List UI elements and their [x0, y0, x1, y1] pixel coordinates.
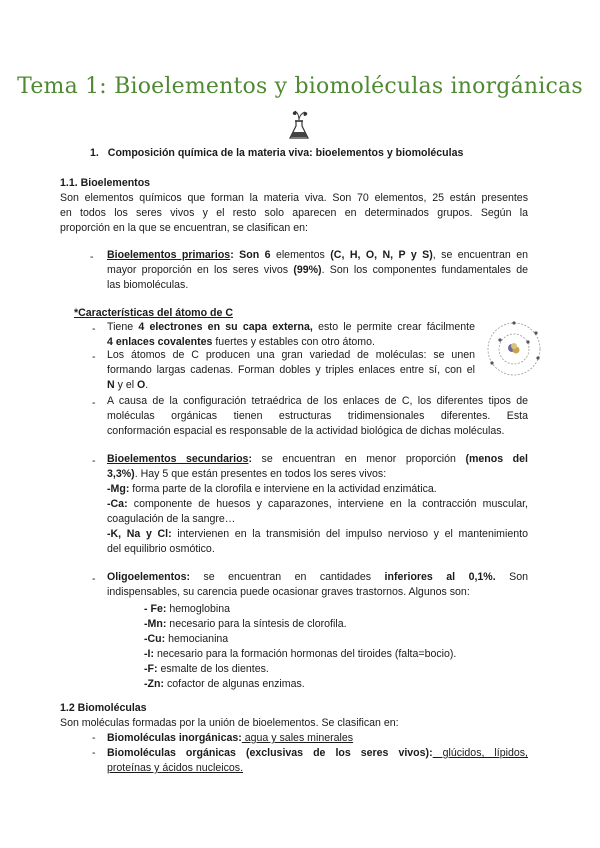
primarios-item	[107, 248, 528, 293]
carbon-heading: *Características del átomo de C	[74, 307, 233, 319]
list-dash: -	[92, 747, 96, 759]
intro-line: Son elementos químicos que forman la materia viva. Son 70 elementos, 25 están presentes	[60, 192, 528, 204]
secundarios-line: -Mg: forma parte de la clorofila e interviene en la actividad enzimática.	[107, 483, 437, 495]
flask-plant-icon	[288, 108, 310, 142]
biomoleculas-intro: Son moléculas formadas por la unión de bioelementos. Se clasifican en:	[60, 717, 399, 729]
carbon-line: Los átomos de C producen una gran variedad de moléculas: se unen	[107, 349, 475, 361]
subsection-1-1-heading: 1.1. Bioelementos	[60, 177, 151, 189]
list-dash: -	[92, 573, 96, 585]
intro-line: proporción en la que se encuentran, se clasifican en:	[60, 222, 308, 234]
organicas-line: proteínas y ácidos nucleicos.	[107, 762, 244, 774]
oligo-item	[107, 570, 528, 600]
list-dash: -	[92, 323, 96, 335]
primarios-label: Bioelementos primarios	[107, 249, 231, 261]
inorganicas-item: Biomoléculas inorgánicas: agua y sales minerales	[107, 732, 354, 744]
secundarios-line: coagulación de la sangre…	[107, 513, 236, 525]
carbon-line: A causa de la configuración tetraédrica de los enlaces de C, los diferentes tipos de	[107, 395, 528, 407]
carbon-line: moléculas orgánicas tienen estructuras tridimensionales diferentes. Esta	[107, 410, 528, 422]
secundarios-line: 3,3%). Hay 5 que están presentes en todos los seres vivos:	[107, 468, 387, 480]
primarios-line: Bioelementos primarios: Son 6 elementos (C, H, O, N, P y S), se encuentran en	[107, 249, 528, 261]
carbon-line: formando largas cadenas. Forman dobles y triples enlaces entre sí, con el	[107, 364, 475, 376]
primarios-line: las biomoléculas.	[107, 279, 189, 291]
carbon-line: N y el O.	[107, 379, 149, 391]
secundarios-item	[107, 452, 528, 557]
carbon-line: Tiene 4 electrones en su capa externa, esto le permite crear fácilmente	[107, 321, 475, 333]
carbon-line: 4 enlaces covalentes fuertes y estables con otro átomo.	[107, 336, 375, 348]
secundarios-line: -Ca: componente de huesos y caparazones, interviene en la contracción muscular,	[107, 498, 528, 510]
organicas-item	[107, 746, 528, 776]
carbon-bullet-2	[107, 348, 475, 393]
secundarios-line: -K, Na y Cl: intervienen en la transmisión del impulso nervioso y el mantenimiento	[107, 528, 528, 540]
list-dash: -	[90, 251, 94, 263]
oligo-subitem: -Mn: necesario para la síntesis de clorofila.	[144, 618, 347, 630]
oligo-sublist	[144, 602, 456, 692]
section-1-heading	[90, 146, 463, 161]
section-1-title: Composición química de la materia viva: bioelementos y biomoléculas	[107, 147, 464, 159]
primarios-line: mayor proporción en los seres vivos (99%). Son los componentes fundamentales de	[107, 264, 528, 276]
secundarios-line: Bioelementos secundarios: se encuentran en menor proporción (menos del	[107, 453, 528, 465]
page-title: Tema 1: Bioelementos y biomoléculas inorgánicas	[17, 74, 583, 99]
carbon-bullet-3	[107, 394, 528, 439]
list-dash: -	[92, 351, 96, 363]
organicas-line: Biomoléculas orgánicas (exclusivas de los seres vivos): glúcidos, lípidos,	[107, 747, 528, 759]
carbon-line: conformación espacial es responsable de la actividad biológica de dichas moléculas.	[107, 425, 505, 437]
secundarios-label: Bioelementos secundarios	[107, 453, 249, 465]
oligo-line: indispensables, su carencia puede ocasionar graves trastornos. Algunos son:	[107, 586, 470, 598]
oligo-subitem: -F: esmalte de los dientes.	[144, 663, 269, 675]
carbon-bullet-1	[107, 320, 475, 350]
intro-line: en todos los seres vivos y el resto solo aparecen en determinados grupos. Según la	[60, 207, 528, 219]
secundarios-line: del equilibrio osmótico.	[107, 543, 215, 555]
inorganicas-examples: agua y sales minerales	[241, 732, 354, 744]
section-number: 1.	[90, 147, 99, 159]
oligo-subitem: -Zn: cofactor de algunas enzimas.	[144, 678, 305, 690]
list-dash: -	[92, 455, 96, 467]
oligo-subitem: - Fe: hemoglobina	[144, 603, 230, 615]
oligo-line: Oligoelementos: se encuentran en cantidades inferiores al 0,1%. Son	[107, 571, 528, 583]
oligo-subitem: -I: necesario para la formación hormonas del tiroides (falta=bocio).	[144, 648, 457, 660]
subsection-1-2-heading: 1.2 Biomoléculas	[60, 702, 147, 714]
oligo-subitem: -Cu: hemocianina	[144, 633, 229, 645]
intro-paragraph	[60, 191, 528, 236]
list-dash: -	[92, 397, 96, 409]
list-dash: -	[92, 732, 96, 744]
carbon-atom-diagram	[484, 318, 548, 380]
